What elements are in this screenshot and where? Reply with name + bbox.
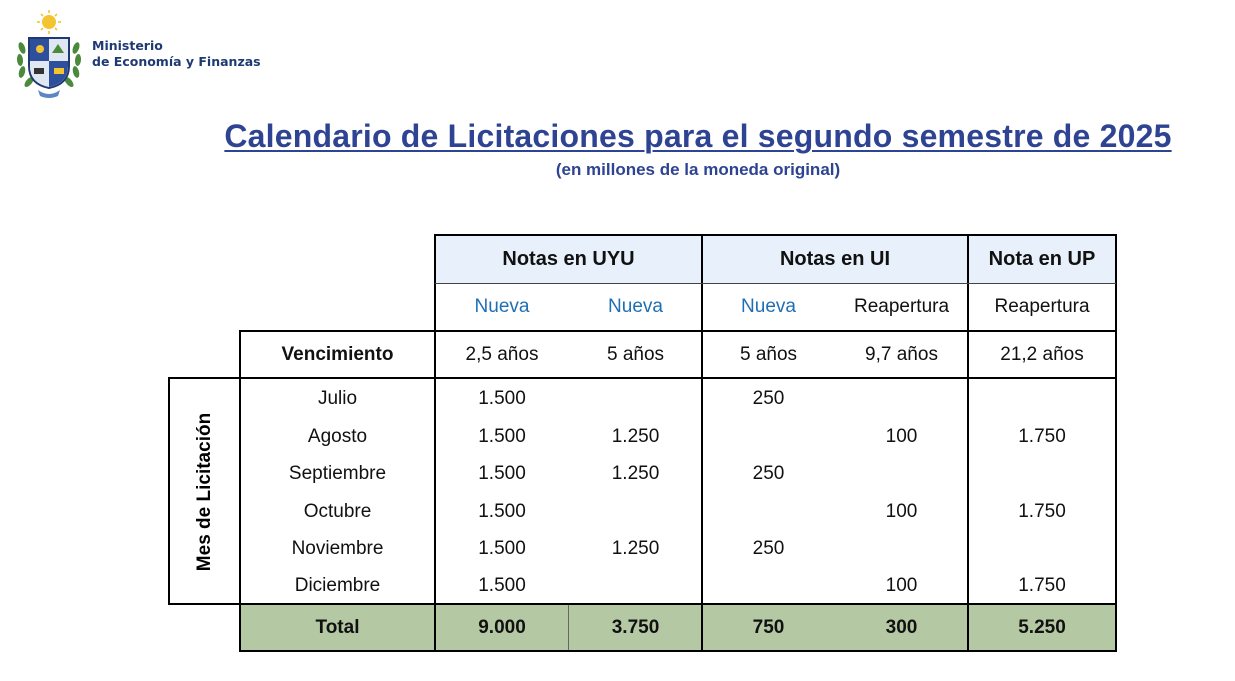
value-cell: 1.250 bbox=[611, 537, 660, 559]
value-cell: 1.250 bbox=[611, 462, 660, 484]
value-cell bbox=[968, 380, 1116, 417]
border-line bbox=[168, 377, 170, 605]
value-cell: 1.250 bbox=[611, 425, 660, 447]
value-cell bbox=[968, 455, 1116, 492]
value-cell bbox=[835, 380, 968, 417]
month-label: Julio bbox=[317, 387, 358, 409]
vencimiento-cell-1: 2,5 años bbox=[465, 343, 539, 365]
type-cell-3: Nueva bbox=[741, 296, 796, 317]
border-line bbox=[434, 234, 436, 652]
month-label: Septiembre bbox=[288, 462, 387, 484]
value-cell: 1.500 bbox=[478, 500, 526, 522]
total-label: Total bbox=[240, 605, 435, 651]
vencimiento-cell-4: 9,7 años bbox=[865, 343, 938, 365]
value-cell bbox=[569, 567, 702, 604]
total-cell-5: 5.250 bbox=[968, 605, 1116, 651]
org-line-2: de Economía y Finanzas bbox=[92, 54, 261, 69]
side-label-cell bbox=[170, 380, 240, 604]
vencimiento-cell-2: 5 años bbox=[606, 343, 665, 365]
month-label: Octubre bbox=[303, 500, 372, 522]
value-cell bbox=[835, 530, 968, 567]
group-header-uyu: Notas en UYU bbox=[502, 247, 635, 270]
value-cell bbox=[968, 530, 1116, 567]
type-cell-5: Reapertura bbox=[994, 296, 1090, 317]
value-cell: 100 bbox=[885, 425, 918, 447]
value-cell: 100 bbox=[885, 500, 918, 522]
month-label: Agosto bbox=[307, 425, 368, 447]
vencimiento-cell-3: 5 años bbox=[739, 343, 798, 365]
total-cell-4: 300 bbox=[835, 605, 968, 651]
value-cell bbox=[702, 493, 835, 530]
value-cell: 100 bbox=[885, 574, 918, 596]
value-cell: 1.750 bbox=[1018, 574, 1066, 596]
value-cell bbox=[569, 380, 702, 417]
total-cell-1: 9.000 bbox=[435, 605, 569, 651]
value-cell bbox=[702, 418, 835, 455]
total-cell-3: 750 bbox=[702, 605, 835, 651]
value-cell: 250 bbox=[752, 387, 785, 409]
border-line bbox=[1115, 234, 1117, 652]
group-header-ui: Notas en UI bbox=[779, 247, 891, 270]
value-cell: 250 bbox=[752, 462, 785, 484]
border-line bbox=[239, 650, 1117, 652]
border-line bbox=[568, 605, 569, 651]
type-cell-2: Nueva bbox=[608, 296, 663, 317]
border-line bbox=[701, 234, 703, 652]
value-cell bbox=[569, 493, 702, 530]
value-cell: 1.500 bbox=[478, 537, 526, 559]
page-subtitle: (en millones de la moneda original) bbox=[555, 160, 841, 179]
value-cell: 1.750 bbox=[1018, 500, 1066, 522]
group-header-up: Nota en UP bbox=[988, 247, 1096, 270]
month-label: Diciembre bbox=[294, 574, 381, 596]
border-line bbox=[435, 283, 1116, 284]
value-cell: 250 bbox=[752, 537, 785, 559]
value-cell: 1.750 bbox=[1018, 425, 1066, 447]
border-line bbox=[168, 377, 1117, 379]
side-label: Mes de Licitación bbox=[194, 412, 215, 572]
vencimiento-label: Vencimiento bbox=[281, 343, 394, 365]
page-title: Calendario de Licitaciones para el segundo semestre de 2025 bbox=[224, 118, 1172, 154]
border-line bbox=[434, 234, 1117, 236]
value-cell: 1.500 bbox=[478, 425, 526, 447]
value-cell: 1.500 bbox=[478, 574, 526, 596]
border-line bbox=[168, 603, 1117, 605]
total-cell-2: 3.750 bbox=[569, 605, 702, 651]
border-line bbox=[967, 234, 969, 652]
month-label: Noviembre bbox=[291, 537, 384, 559]
org-line-1: Ministerio bbox=[92, 38, 163, 53]
value-cell: 1.500 bbox=[478, 387, 526, 409]
type-cell-4: Reapertura bbox=[853, 296, 950, 317]
value-cell: 1.500 bbox=[478, 462, 526, 484]
border-line bbox=[239, 330, 1117, 332]
value-cell bbox=[702, 567, 835, 604]
type-cell-1: Nueva bbox=[474, 296, 530, 317]
value-cell bbox=[835, 455, 968, 492]
vencimiento-cell-5: 21,2 años bbox=[1000, 343, 1084, 365]
